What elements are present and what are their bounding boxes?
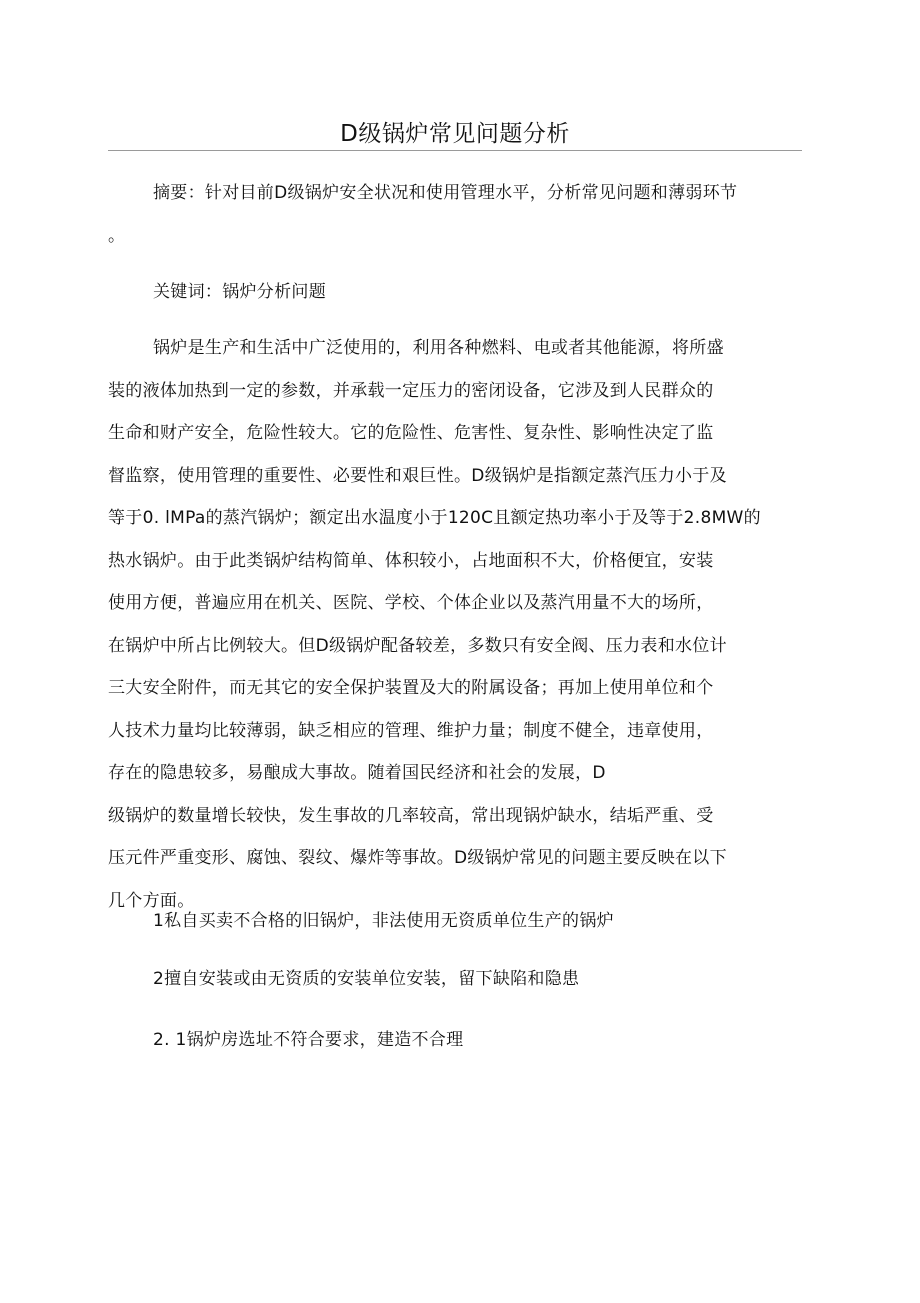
body-line: 人技术力量均比较薄弱，缺乏相应的管理、维护力量；制度不健全，违章使用， — [108, 720, 714, 741]
abstract-line: 摘要：针对目前D级锅炉安全状况和使用管理水平，分析常见问题和薄弱环节 — [153, 183, 738, 203]
keywords-paragraph — [108, 271, 794, 314]
title-divider — [108, 150, 802, 151]
body-paragraph — [108, 327, 794, 922]
body-line: 在锅炉中所占比例较大。但D级锅炉配备较差，多数只有安全阀、压力表和水位计 — [108, 635, 727, 656]
body-line: 装的液体加热到一定的参数，并承载一定压力的密闭设备，它涉及到人民群众的 — [108, 380, 714, 401]
body-line: 锅炉是生产和生活中广泛使用的，利用各种燃料、电或者其他能源，将所盛 — [153, 338, 724, 358]
body-line: 使用方便，普遍应用在机关、医院、学校、个体企业以及蒸汽用量不大的场所， — [108, 593, 714, 613]
body-line: 热水锅炉。由于此类锅炉结构简单、体积较小，占地面积不大，价格便宜，安装 — [108, 550, 714, 571]
keywords-line: 关键词：锅炉分析问题 — [153, 282, 326, 302]
body-line: 几个方面。 — [108, 890, 195, 911]
abstract-line: 。 — [108, 225, 126, 246]
body-line: 级锅炉的数量增长较快，发生事故的几率较高，常出现锅炉缺水，结垢严重、受 — [108, 805, 714, 826]
body-line: 等于0. lMPa的蒸汽锅炉；额定出水温度小于120C且额定热功率小于及等于2.8MW的 — [108, 508, 761, 528]
body-line: 存在的隐患较多，易酿成大事故。随着国民经济和社会的发展，D — [108, 763, 606, 783]
body-line: 压元件严重变形、腐蚀、裂纹、爆炸等事故。D级锅炉常见的问题主要反映在以下 — [108, 848, 727, 868]
section-heading-2: 2擅自安装或由无资质的安装单位安装，留下缺陷和隐患 — [153, 969, 580, 989]
section-heading-1: 1私自买卖不合格的旧锅炉，非法使用无资质单位生产的锅炉 — [153, 911, 614, 931]
abstract-paragraph — [108, 172, 794, 257]
body-line: 三大安全附件，而无其它的安全保护装置及大的附属设备；再加上使用单位和个 — [108, 678, 714, 698]
section-heading-2-1: 2. 1锅炉房选址不符合要求，建造不合理 — [153, 1030, 464, 1050]
document-title: D级锅炉常见问题分析 — [340, 121, 570, 147]
body-line: 生命和财产安全，危险性较大。它的危险性、危害性、复杂性、影响性决定了监 — [108, 423, 714, 443]
body-line: 督监察，使用管理的重要性、必要性和艰巨性。D级锅炉是指额定蒸汽压力小于及 — [108, 465, 727, 486]
